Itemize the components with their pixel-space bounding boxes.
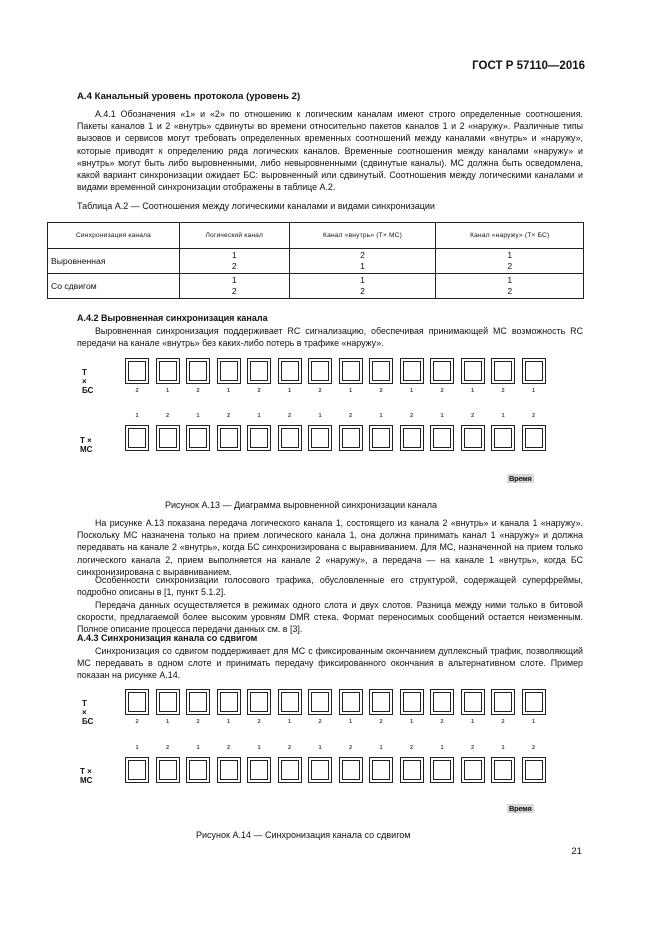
tx-bs-channel-number: 1 <box>409 719 414 725</box>
tx-bs-channel-number: 1 <box>531 388 536 394</box>
table-header-cell: Логический канал <box>180 223 290 249</box>
tx-bs-channel-number: 1 <box>531 719 536 725</box>
tx-ms-slot <box>247 757 271 783</box>
tx-bs-channel-number: 1 <box>165 719 170 725</box>
tx-bs-slot <box>217 358 241 384</box>
table-cell-sync: Выровненная <box>48 249 180 274</box>
sync-table <box>47 222 584 299</box>
tx-bs-slot <box>369 358 393 384</box>
tx-bs-channel-number: 1 <box>409 388 414 394</box>
tx-bs-label: Т × БС <box>82 368 94 395</box>
tx-bs-channel-number: 1 <box>470 719 475 725</box>
tx-bs-slot <box>339 689 363 715</box>
tx-bs-channel-number: 1 <box>226 388 231 394</box>
tx-ms-channel-number: 1 <box>318 413 322 419</box>
tx-ms-channel-number: 2 <box>531 413 536 419</box>
tx-bs-slot <box>278 358 302 384</box>
tx-ms-channel-number: 2 <box>409 745 414 751</box>
tx-ms-slot <box>491 425 515 451</box>
tx-bs-slot <box>522 358 546 384</box>
table-cell-sync: Со сдвигом <box>48 274 180 299</box>
tx-bs-channel-number: 2 <box>379 388 383 394</box>
tx-ms-channel-number: 1 <box>379 745 383 751</box>
tx-ms-channel-number: 1 <box>196 413 200 419</box>
tx-ms-slot <box>400 425 424 451</box>
tx-bs-slot <box>430 358 454 384</box>
table-cell-outbound: 1 2 <box>436 249 584 274</box>
table-header-cell: Синхронизация канала <box>48 223 180 249</box>
tx-bs-channel-number: 1 <box>470 388 475 394</box>
tx-bs-channel-number: 2 <box>440 388 444 394</box>
tx-ms-channel-number: 2 <box>531 745 536 751</box>
tx-ms-slot <box>247 425 271 451</box>
tx-bs-slot <box>186 358 210 384</box>
table-cell-logical: 1 2 <box>180 274 290 299</box>
tx-ms-slot <box>278 425 302 451</box>
table-cell-logical: 1 2 <box>180 249 290 274</box>
body-paragraph-2: Особенности синхронизации голосового трафика, обусловленные его структурой, содержащей суперфреймы, подробно описаны в [1, пункт 5.1.2]. <box>77 575 583 598</box>
tx-ms-channel-number: 1 <box>257 745 261 751</box>
tx-bs-slot <box>125 689 149 715</box>
tx-bs-slot <box>369 689 393 715</box>
figure-caption-14: Рисунок А.14 — Синхронизация канала со сдвигом <box>196 830 411 840</box>
section-title: А.4 Канальный уровень протокола (уровень 2) <box>77 91 301 102</box>
tx-bs-slot <box>156 358 180 384</box>
tx-bs-channel-number: 2 <box>257 388 261 394</box>
tx-bs-slot <box>278 689 302 715</box>
tx-ms-channel-number: 1 <box>501 413 505 419</box>
tx-ms-channel-number: 1 <box>257 413 261 419</box>
tx-bs-channel-number: 2 <box>257 719 261 725</box>
tx-ms-channel-number: 1 <box>196 745 200 751</box>
tx-ms-channel-number: 1 <box>440 745 444 751</box>
table-header-row <box>48 223 584 249</box>
tx-bs-channel-number: 1 <box>287 719 292 725</box>
standard-number: ГОСТ Р 57110—2016 <box>472 60 585 72</box>
subsection-paragraph-aligned: Выровненная синхронизация поддерживает RC сигнализацию, обеспечивая принимающей МС возможность RC передачи на канале «внутрь» без каких-либо потерь в трафике «наружу». <box>77 326 583 349</box>
tx-ms-slot <box>522 757 546 783</box>
subsection-title-offset: А.4.3 Синхронизация канала со сдвигом <box>77 633 258 643</box>
tx-bs-channel-number: 1 <box>226 719 231 725</box>
tx-ms-channel-number: 2 <box>165 413 170 419</box>
tx-ms-slot <box>156 757 180 783</box>
tx-ms-channel-number: 1 <box>379 413 383 419</box>
tx-ms-slot <box>156 425 180 451</box>
tx-bs-slot <box>400 689 424 715</box>
time-axis-label: Время <box>509 804 532 813</box>
tx-ms-slot <box>339 757 363 783</box>
tx-ms-slot <box>461 425 485 451</box>
tx-ms-channel-number: 2 <box>470 745 475 751</box>
tx-ms-channel-number: 2 <box>226 745 231 751</box>
section-paragraph: А.4.1 Обозначения «1» и «2» по отношению к логическим каналам имеют строго определенные соотношения. Пакеты каналов 1 и 2 «внутрь» сдвинуты во времени относительно пакетов каналов 1 и 2 «наружу». Различные типы вызовов и сервисов могут требовать определенных временных соотношений между каналами «внутрь» и «наружу», которые приводят к определению ряда логических каналов. Временные соотношения между каналами «наружу» и «внутрь» могут быть либо выровненными, либо невыровненными (сдвинутые каналы). МС должна быть осведомлена, какой вариант синхронизации ожидает БС: выровненный или сдвинутый. Соотношения между логическими каналами и видами временной синхронизации отображены в таблице А.2. <box>77 109 583 193</box>
table-row <box>48 274 584 299</box>
body-paragraph-1: На рисунке А.13 показана передача логического канала 1, состоящего из канала 2 «внутрь» и канала 1 «наружу». Поскольку МС назначена только на прием логического канала 1, она должна принимать канал 1 «наружу» и должна передавать на канале 2 «внутрь», когда БС синхронизирована с выравниванием. Для МС, назначенной на прием только логического канала 2, прием выполняется на канале 2 «наружу», а передача — на канале 1 «внутрь», когда БС синхронизирована с выравниванием. <box>77 518 583 577</box>
tx-ms-slot <box>308 757 332 783</box>
tx-ms-slot <box>369 757 393 783</box>
tx-bs-slot <box>461 358 485 384</box>
tx-bs-slot <box>247 689 271 715</box>
tx-bs-channel-number: 1 <box>348 719 353 725</box>
tx-ms-slot <box>186 425 210 451</box>
tx-bs-channel-number: 2 <box>318 388 322 394</box>
tx-bs-slot <box>491 689 515 715</box>
tx-bs-slot <box>308 358 332 384</box>
tx-ms-slot <box>278 757 302 783</box>
table-header-cell: Канал «внутрь» (Т× МС) <box>289 223 436 249</box>
tx-bs-channel-number: 2 <box>135 719 139 725</box>
tx-bs-channel-number: 2 <box>318 719 322 725</box>
tx-ms-channel-number: 1 <box>318 745 322 751</box>
tx-bs-channel-number: 1 <box>287 388 292 394</box>
tx-ms-channel-number: 2 <box>470 413 475 419</box>
table-header-cell: Канал «наружу» (Т× БС) <box>436 223 584 249</box>
table-cell-outbound: 1 2 <box>436 274 584 299</box>
tx-ms-label: Т × МС <box>80 767 93 785</box>
tx-ms-channel-number: 1 <box>440 413 444 419</box>
tx-ms-label: Т × МС <box>80 436 93 454</box>
tx-ms-slot <box>339 425 363 451</box>
tx-bs-channel-number: 2 <box>196 388 200 394</box>
table-cell-inbound: 2 1 <box>289 249 436 274</box>
tx-ms-slot <box>125 425 149 451</box>
tx-bs-channel-number: 1 <box>165 388 170 394</box>
tx-ms-channel-number: 2 <box>287 413 292 419</box>
tx-ms-slot <box>308 425 332 451</box>
tx-bs-slot <box>247 358 271 384</box>
tx-bs-slot <box>217 689 241 715</box>
tx-ms-slot <box>217 425 241 451</box>
tx-ms-channel-number: 2 <box>409 413 414 419</box>
subsection-paragraph-offset: Синхронизация со сдвигом поддерживает для МС с фиксированным окончанием дуплексный трафик, позволяющий МС передавать в одном слоте и принимать передачу фиксированного окончания в альтернативном слоте. Пример показан на рисунке А.14. <box>77 646 583 681</box>
body-paragraph-3: Передача данных осуществляется в режимах одного слота и двух слотов. Разница между ними только в битовой скорости, предлагаемой более высоким уровням DMR стека. Формат переносимых сообщений остается неизменным. Полное описание процесса передачи данных см. в [3]. <box>77 600 583 635</box>
tx-bs-channel-number: 2 <box>440 719 444 725</box>
tx-ms-channel-number: 2 <box>348 413 353 419</box>
tx-bs-slot <box>339 358 363 384</box>
tx-bs-label: Т × БС <box>82 699 94 726</box>
tx-bs-channel-number: 2 <box>135 388 139 394</box>
tx-ms-channel-number: 1 <box>135 745 139 751</box>
table-caption: Таблица А.2 — Соотношения между логическими каналами и видами синхронизации <box>77 201 435 211</box>
tx-bs-slot <box>522 689 546 715</box>
tx-ms-slot <box>400 757 424 783</box>
tx-ms-channel-number: 2 <box>226 413 231 419</box>
tx-ms-slot <box>369 425 393 451</box>
tx-bs-channel-number: 2 <box>501 719 505 725</box>
subsection-title-aligned: А.4.2 Выровненная синхронизация канала <box>77 313 268 323</box>
tx-bs-slot <box>491 358 515 384</box>
tx-ms-slot <box>217 757 241 783</box>
tx-bs-slot <box>461 689 485 715</box>
tx-ms-channel-number: 1 <box>135 413 139 419</box>
tx-ms-slot <box>186 757 210 783</box>
tx-bs-channel-number: 2 <box>501 388 505 394</box>
figure-caption-13: Рисунок А.13 — Диаграмма выровненной синхронизации канала <box>165 500 437 510</box>
tx-bs-channel-number: 2 <box>196 719 200 725</box>
tx-bs-slot <box>430 689 454 715</box>
tx-bs-channel-number: 2 <box>379 719 383 725</box>
tx-ms-slot <box>461 757 485 783</box>
table-row <box>48 249 584 274</box>
tx-bs-slot <box>156 689 180 715</box>
tx-ms-channel-number: 1 <box>501 745 505 751</box>
page-number: 21 <box>571 846 582 857</box>
tx-ms-slot <box>522 425 546 451</box>
tx-bs-slot <box>125 358 149 384</box>
tx-ms-channel-number: 2 <box>165 745 170 751</box>
tx-ms-slot <box>430 425 454 451</box>
tx-ms-channel-number: 2 <box>348 745 353 751</box>
tx-ms-slot <box>430 757 454 783</box>
table-cell-inbound: 1 2 <box>289 274 436 299</box>
tx-bs-slot <box>186 689 210 715</box>
tx-ms-channel-number: 2 <box>287 745 292 751</box>
time-axis-label: Время <box>509 474 532 483</box>
tx-ms-slot <box>491 757 515 783</box>
tx-bs-slot <box>400 358 424 384</box>
tx-ms-slot <box>125 757 149 783</box>
tx-bs-slot <box>308 689 332 715</box>
tx-bs-channel-number: 1 <box>348 388 353 394</box>
